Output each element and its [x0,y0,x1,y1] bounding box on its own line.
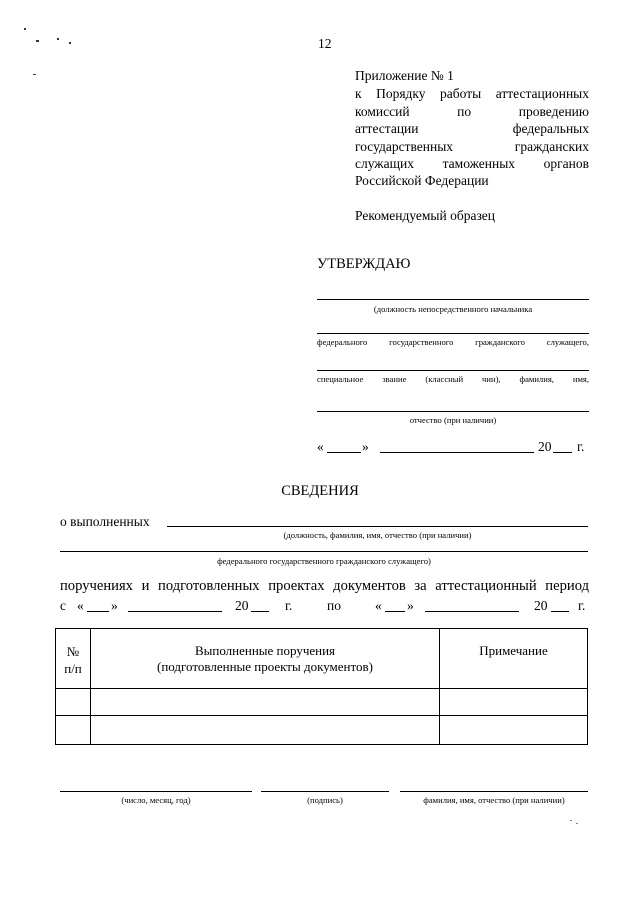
scan-speck [570,820,572,821]
period-to-day-line [385,611,405,612]
period-to-open-quote: « [375,598,382,613]
approve-line-3 [317,370,589,371]
approve-line-2 [317,333,589,334]
table-header-note-label: Примечание [479,643,548,658]
approve-title: УТВЕРЖДАЮ [317,256,411,272]
approve-caption-3: специальное звание (классный чин), фамилия, имя, [317,374,589,384]
table-header-number-line2: п/п [64,661,82,676]
table-cell [56,716,91,745]
table-cell [56,689,91,716]
scan-speck [576,823,578,824]
period-from-day-line [87,611,109,612]
signature-date-caption: (число, месяц, год) [121,795,191,805]
period-text: поручениях и подготовленных проектах документов за аттестационный период [60,578,589,594]
table-header-number [56,629,91,689]
appendix-line: к Порядку работы аттестационных [355,86,589,101]
table-cell [91,689,440,716]
about-line-1 [167,526,588,527]
period-from-close-quote: » [111,598,118,613]
period-from: с [60,598,66,613]
period-to-year-line [551,611,569,612]
table-header-row [56,629,588,689]
approve-line-4 [317,411,589,412]
about-line-2 [60,551,588,552]
approve-year-prefix: 20 [538,439,552,454]
about-label: о выполненных [60,514,150,529]
appendix-title: Приложение № 1 [355,68,454,83]
page-number: 12 [318,36,332,51]
table-header-tasks [91,629,440,689]
scan-speck [57,38,59,40]
document-heading: СВЕДЕНИЯ [281,483,359,499]
approve-year-line [553,452,572,453]
approve-line-1 [317,299,589,300]
signature-date-line [60,791,252,792]
approve-day-line [327,452,361,453]
recommended-sample: Рекомендуемый образец [355,208,496,223]
period-from-open-quote: « [77,598,84,613]
tasks-table [55,628,588,745]
signature-sign-caption: (подпись) [307,795,343,805]
table-header-tasks-line1: Выполненные поручения [194,643,336,658]
about-caption-2: федерального государственного гражданского служащего) [217,556,431,566]
period-from-month-line [128,611,222,612]
appendix-line: служащих таможенных органов [355,156,589,171]
appendix-line: комиссий по проведению [355,104,589,119]
approve-month-line [380,452,534,453]
approve-caption-1: (должность непосредственного начальника [373,304,533,314]
period-from-year-suffix: г. [285,598,293,613]
scan-speck [36,40,39,42]
period-to-close-quote: » [407,598,414,613]
period-to-year-prefix: 20 [534,598,548,613]
signature-sign-line [261,791,389,792]
period-to: по [327,598,341,613]
period-from-year-prefix: 20 [235,598,249,613]
approve-date-open-quote: « [317,439,324,454]
approve-caption-2: федерального государственного гражданского служащего, [317,337,589,347]
scan-speck [69,42,71,44]
signature-name-line [400,791,588,792]
appendix-line: аттестации федеральных [355,121,589,136]
table-cell [91,716,440,745]
about-caption-1: (должность, фамилия, имя, отчество (при наличии) [283,530,472,540]
approve-year-suffix: г. [577,439,585,454]
table-header-note [440,629,588,689]
table-row [56,689,588,716]
table-row [56,716,588,745]
approve-caption-4: отчество (при наличии) [409,415,497,425]
signature-name-caption: фамилия, имя, отчество (при наличии) [423,795,565,805]
table-header-tasks-line2: (подготовленные проекты документов) [157,659,373,674]
approve-date-close-quote: » [362,439,369,454]
scan-speck [24,28,26,30]
table-cell [440,689,588,716]
period-to-month-line [425,611,519,612]
period-from-year-line [251,611,269,612]
appendix-line-last: Российской Федерации [355,173,489,188]
table-header-number-line1: № [66,644,80,659]
period-to-year-suffix: г. [578,598,586,613]
appendix-line: государственных гражданских [355,139,589,154]
table-cell [440,716,588,745]
scan-speck [33,74,36,75]
